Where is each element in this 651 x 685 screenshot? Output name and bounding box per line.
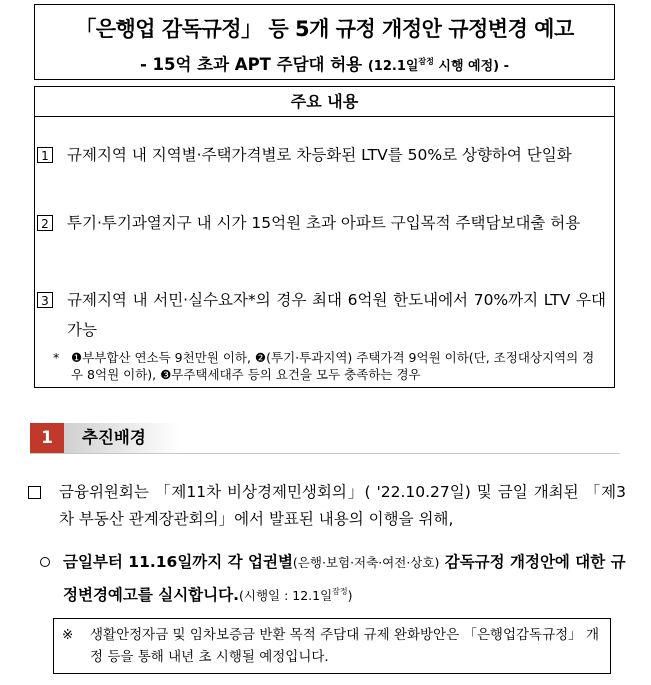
schedule-part-3: 감독규정 개정안에 대한 규정변경예고를 실시합니다. xyxy=(63,553,626,604)
footnote-mark: * xyxy=(53,350,60,365)
schedule-effective-sup: 잠정 xyxy=(332,587,348,596)
section-number-badge: 1 xyxy=(30,423,64,453)
note-mark: ※ xyxy=(62,627,74,643)
footnote xyxy=(53,349,606,383)
summary-item-2 xyxy=(35,208,614,238)
paragraph-text: 금융위원회는 「제11차 비상경제민생회의」( '22.10.27일) 및 금일 개최된 「제3차 부동산 관계장관회의」에서 발표된 내용의 이행을 위해, xyxy=(59,483,626,528)
subtitle-prefix: - 15억 초과 APT 주담대 허용 xyxy=(139,55,368,74)
summary-item-1 xyxy=(35,140,614,170)
summary-heading: 주요 내용 xyxy=(35,87,614,117)
section-divider xyxy=(30,453,620,454)
schedule-effective: (시행일 : 12.1일 xyxy=(239,588,333,603)
subtitle-date: (12.1일 xyxy=(367,59,419,74)
summary-item-text: 규제지역 내 지역별·주택가격별로 차등화된 LTV를 50%로 상향하여 단일화 xyxy=(67,146,572,164)
circle-bullet-icon xyxy=(40,557,50,567)
section-title: 추진배경 xyxy=(64,423,180,453)
title-box xyxy=(34,4,615,80)
document-title: 「은행업 감독규정」 등 5개 규정 개정안 규정변경 예고 xyxy=(75,17,574,41)
summary-item-3 xyxy=(35,285,614,345)
summary-item-text: 투기·투기과열지구 내 시가 15억원 초과 아파트 구입목적 주택담보대출 허용 xyxy=(67,214,581,232)
subtitle-suffix: 시행 예정) - xyxy=(433,59,510,74)
footnote-text: ❶부부합산 연소득 9천만원 이하, ❷(투기·투과지역) 주택가격 9억원 이하(단, 조정대상지역의 경우 8억원 이하), ❸무주택세대주 등의 요건을 모두 충족하는 경우 xyxy=(71,350,595,382)
note-text: 생활안정자금 및 임차보증금 반환 목적 주담대 규제 완화방안은 「은행업감독규정」 개정 등을 통해 내년 초 시행될 예정입니다. xyxy=(90,627,600,665)
document-subtitle xyxy=(35,51,614,75)
item-number-box: 1 xyxy=(37,147,53,163)
summary-box xyxy=(34,86,615,388)
section-header xyxy=(30,423,180,453)
schedule-close: ) xyxy=(347,588,353,603)
paragraph-text xyxy=(63,548,626,610)
schedule-sectors: (은행·보험·저축·여전·상호) xyxy=(292,555,440,570)
square-bullet-icon xyxy=(28,486,41,499)
note-box xyxy=(53,618,611,674)
paragraph-schedule xyxy=(40,548,626,610)
schedule-part-1: 금일부터 11.16일까지 각 업권별 xyxy=(63,553,293,571)
item-number-box: 3 xyxy=(37,292,53,308)
paragraph-background xyxy=(28,479,626,533)
item-number-box: 2 xyxy=(37,215,53,231)
subtitle-date-sup: 잠정 xyxy=(418,57,434,66)
summary-item-text: 규제지역 내 서민·실수요자*의 경우 최대 6억원 한도내에서 70%까지 LTV 우대 가능 xyxy=(67,291,606,339)
